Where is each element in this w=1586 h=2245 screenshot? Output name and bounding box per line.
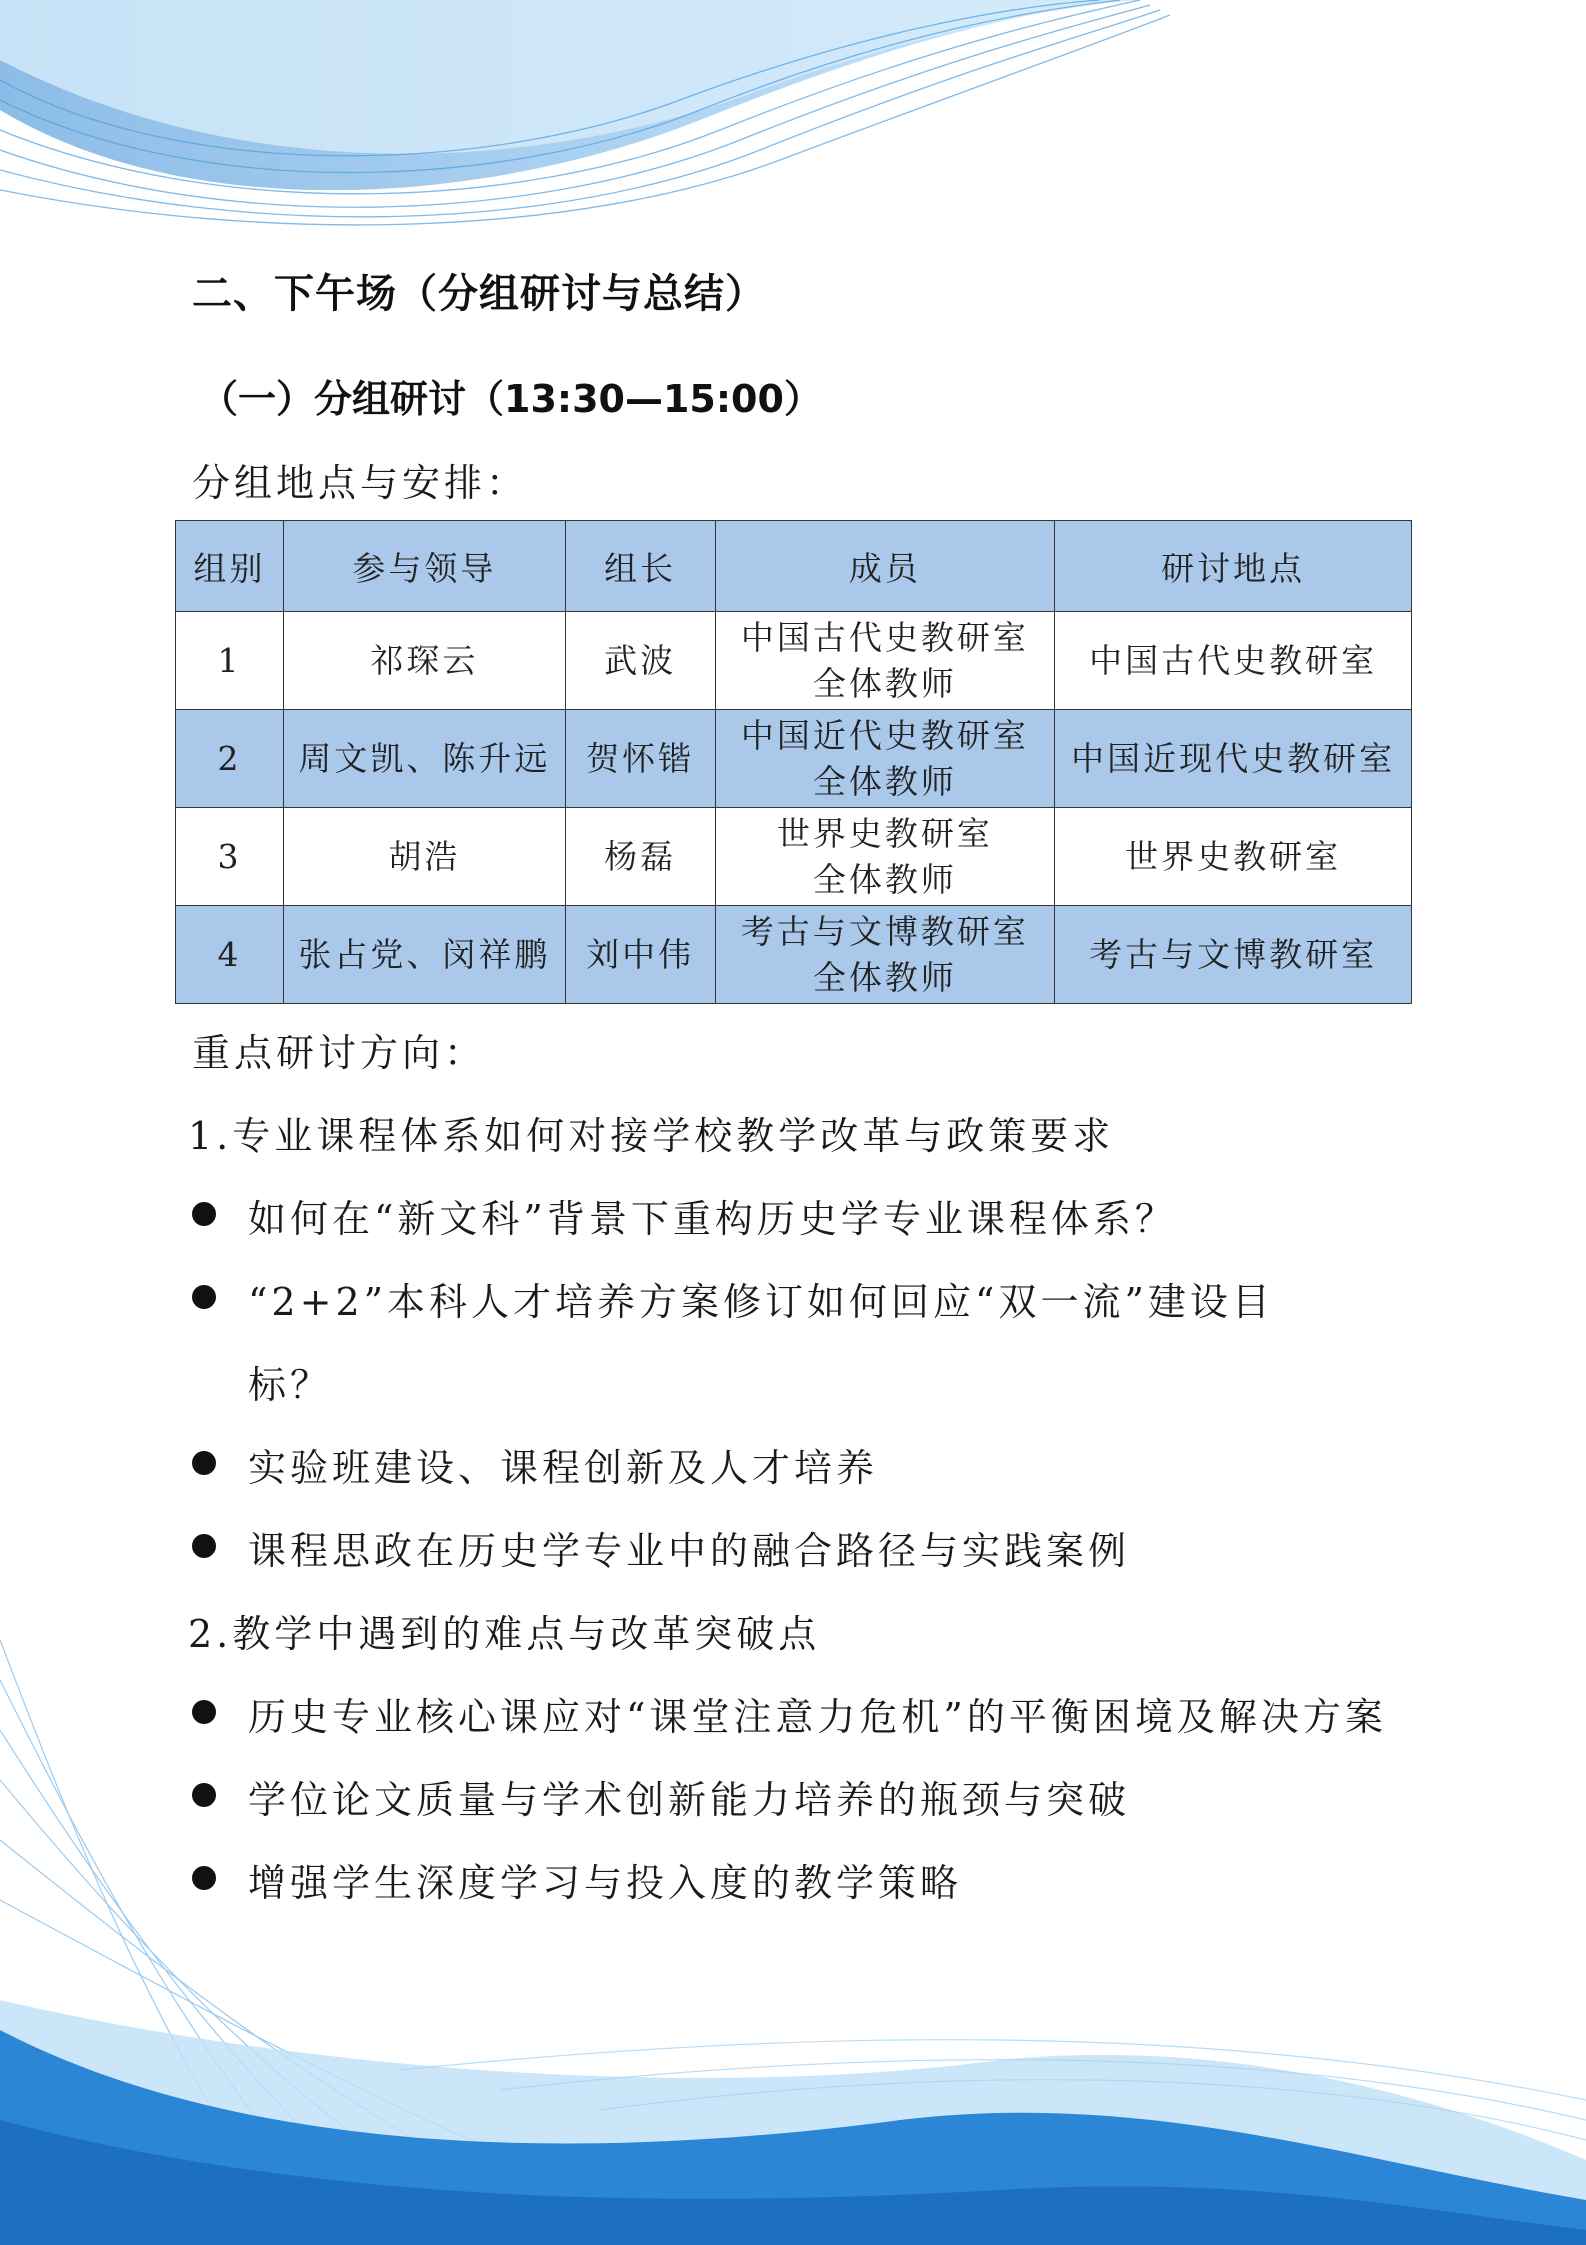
members-line-1: 中国近代史教研室 [740, 715, 1029, 755]
cell-group: 3 [176, 808, 284, 906]
arrangement-label: 分组地点与安排： [192, 461, 529, 505]
table-header-row [176, 521, 1412, 612]
list-item: 如何在“新文科”背景下重构历史学专业课程体系？ [192, 1188, 1177, 1243]
cell-members [715, 710, 1055, 808]
table-row [176, 710, 1412, 808]
members-line-2: 全体教师 [812, 663, 957, 703]
cell-location: 中国近现代史教研室 [1055, 710, 1412, 808]
bullet-icon [192, 1451, 216, 1475]
bullet-icon [192, 1534, 216, 1558]
header-leaders: 参与领导 [283, 521, 565, 612]
bullet-icon [192, 1202, 216, 1226]
cell-group: 4 [176, 906, 284, 1004]
bullet-icon [192, 1783, 216, 1807]
bullet-icon [192, 1285, 216, 1309]
list-item: “2+2”本科人才培养方案修订如何回应“双一流”建设目 [192, 1271, 1274, 1326]
members-line-1: 中国古代史教研室 [740, 617, 1029, 657]
cell-leaders: 胡浩 [283, 808, 565, 906]
cell-members [715, 612, 1055, 710]
members-line-2: 全体教师 [812, 761, 957, 801]
cell-leader: 贺怀锴 [565, 710, 715, 808]
group-arrangement-table [175, 520, 1412, 1004]
list-item: 学位论文质量与学术创新能力培养的瓶颈与突破 [192, 1769, 1130, 1824]
members-line-1: 考古与文博教研室 [740, 911, 1029, 951]
focus-label: 重点研讨方向： [192, 1031, 487, 1075]
subsection-heading: （一）分组研讨（13:30—15:00） [200, 377, 822, 421]
section-2-title: 2.教学中遇到的难点与改革突破点 [188, 1612, 821, 1656]
cell-members [715, 906, 1055, 1004]
members-line-1: 世界史教研室 [776, 813, 993, 853]
cell-location: 考古与文博教研室 [1055, 906, 1412, 1004]
list-item: 增强学生深度学习与投入度的教学策略 [192, 1852, 962, 1907]
list-item-continuation: 标？ [248, 1363, 333, 1407]
cell-leaders: 张占党、闵祥鹏 [283, 906, 565, 1004]
section-heading: 二、下午场（分组研讨与总结） [192, 271, 766, 317]
cell-group: 1 [176, 612, 284, 710]
list-item: 历史专业核心课应对“课堂注意力危机”的平衡困境及解决方案 [192, 1686, 1387, 1741]
table-row [176, 612, 1412, 710]
cell-leader: 刘中伟 [565, 906, 715, 1004]
header-location: 研讨地点 [1055, 521, 1412, 612]
cell-location: 世界史教研室 [1055, 808, 1412, 906]
wave-decoration-top [0, 0, 1586, 240]
header-group: 组别 [176, 521, 284, 612]
cell-leaders: 周文凯、陈升远 [283, 710, 565, 808]
section-1-title: 1.专业课程体系如何对接学校教学改革与政策要求 [188, 1114, 1115, 1158]
cell-leader: 杨磊 [565, 808, 715, 906]
bullet-icon [192, 1700, 216, 1724]
cell-location: 中国古代史教研室 [1055, 612, 1412, 710]
members-line-2: 全体教师 [812, 859, 957, 899]
table-row [176, 906, 1412, 1004]
header-leader: 组长 [565, 521, 715, 612]
cell-group: 2 [176, 710, 284, 808]
table-row [176, 808, 1412, 906]
cell-leaders: 祁琛云 [283, 612, 565, 710]
list-item: 实验班建设、课程创新及人才培养 [192, 1437, 878, 1492]
list-item: 课程思政在历史学专业中的融合路径与实践案例 [192, 1520, 1130, 1575]
bullet-icon [192, 1866, 216, 1890]
members-line-2: 全体教师 [812, 957, 957, 997]
cell-members [715, 808, 1055, 906]
header-members: 成员 [715, 521, 1055, 612]
cell-leader: 武波 [565, 612, 715, 710]
